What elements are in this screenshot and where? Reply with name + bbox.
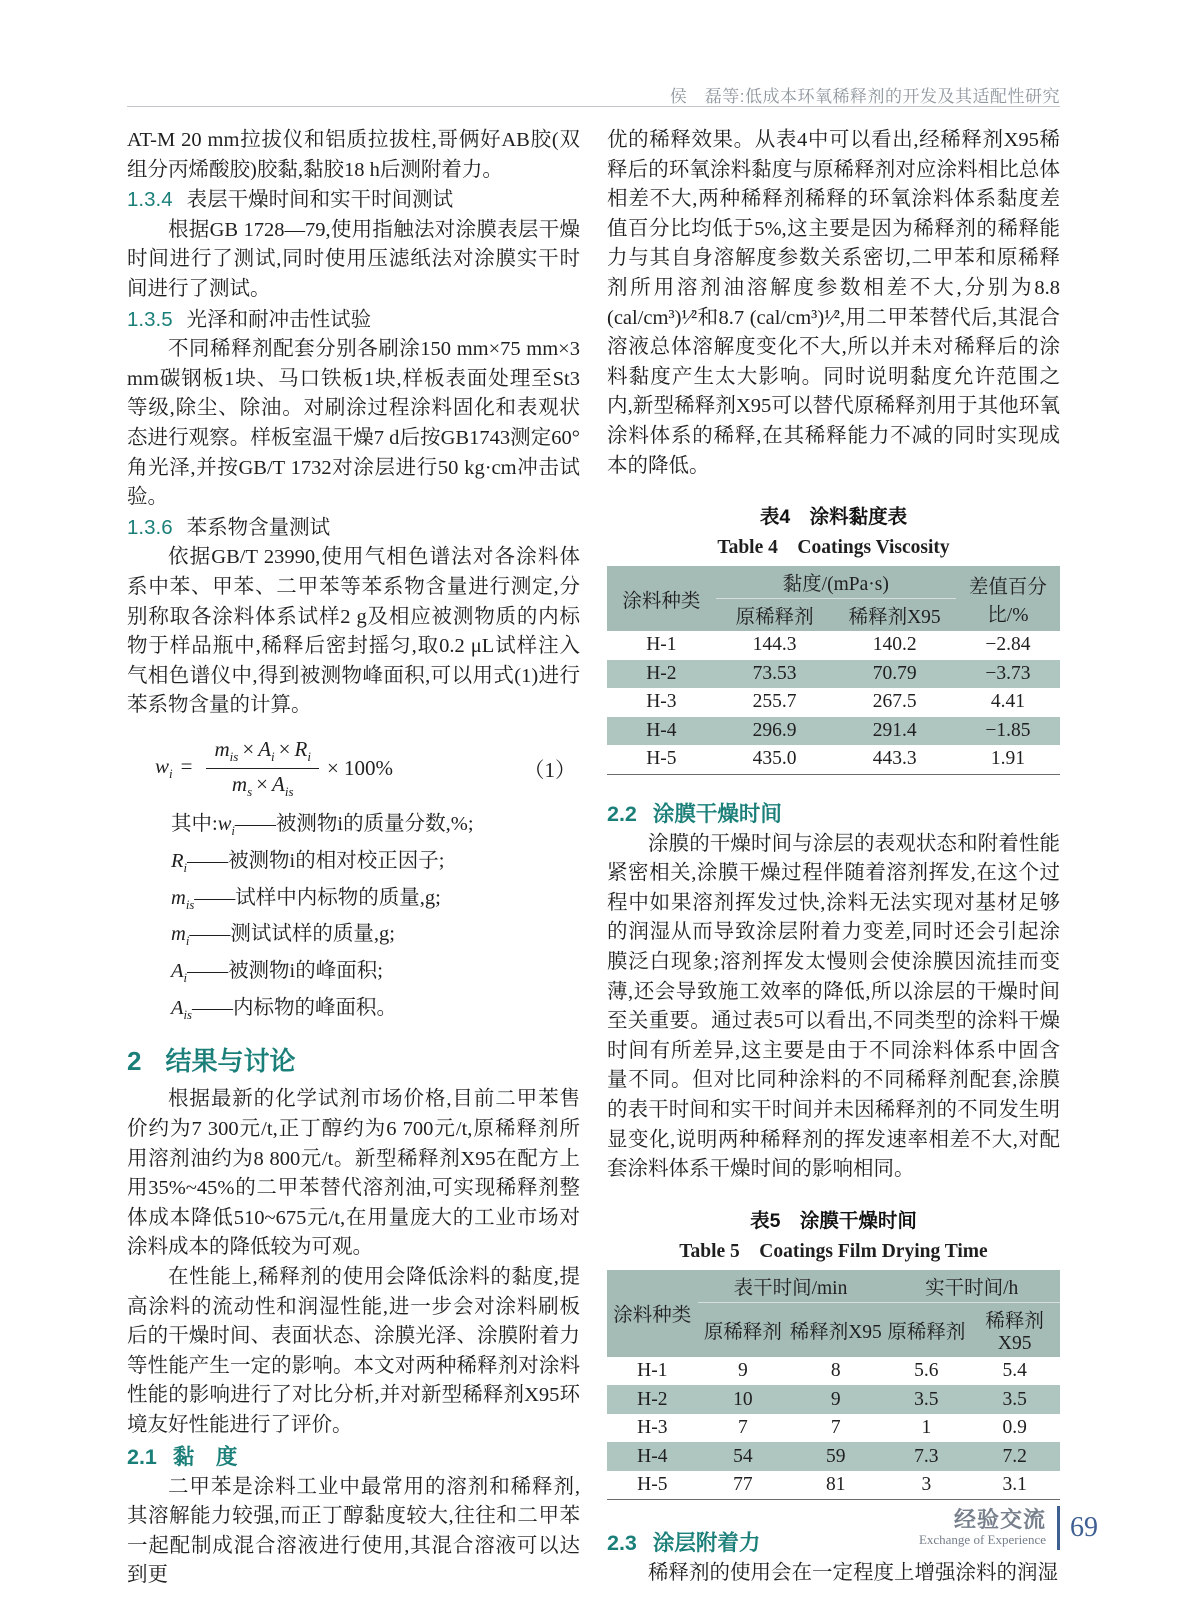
table-row [607, 631, 1060, 660]
paragraph-drying-test: 根据GB 1728—79,使用指触法对涂膜表层干燥时间进行了测试,同时使用压滤纸法对涂膜实干时间进行了测试。 [127, 218, 580, 300]
table-4-coatings-viscosity [607, 566, 1060, 775]
footer-section-en: Exchange of Experience [918, 1532, 1046, 1547]
definition-wi [127, 810, 580, 847]
definition-prefix: 其中: [171, 813, 218, 836]
heading-number: 1.3.6 [127, 515, 173, 539]
paragraph-continuation: AT-M 20 mm拉拔仪和铝质拉拔柱,哥俩好AB胶(双组分丙烯酸胶)胶黏,黏胶18 h后测附着力。 [127, 129, 580, 181]
table5-spanner-hard-dry: 实干时间/h [883, 1270, 1060, 1303]
variable-R: R [294, 736, 308, 761]
heading-text: 表层干燥时间和实干时间测试 [186, 189, 454, 212]
cell-surface-x95: 81 [826, 1474, 846, 1495]
cell-hard-orig: 3.5 [883, 1385, 969, 1414]
cell-x95: 291.4 [833, 717, 955, 746]
table4-caption-en: Table 4 Coatings Viscosity [717, 537, 950, 559]
cell-orig: 73.53 [716, 660, 834, 689]
cell-hard-x95: 0.9 [1002, 1417, 1027, 1438]
left-column [127, 126, 580, 1591]
cell-hard-x95: 3.5 [969, 1385, 1060, 1414]
paragraph-market-price: 根据最新的化学试剂市场价格,目前二甲苯售价约为7 300元/t,正丁醇约为6 700元/t,原稀释剂所用溶剂油约为8 800元/t。新型稀释剂X95在配方上用35%~45%的二甲苯替代溶剂油,可实现稀释剂整体成本降低510~675元/t,在用量庞大的工业市场对涂料成本的降低较为可观。 [127, 1088, 580, 1259]
cell-surface-x95: 8 [830, 1360, 841, 1381]
variable-w: w [155, 754, 170, 779]
table4-col-type: 涂料种类 [607, 566, 716, 631]
variable-subscript: i [185, 934, 190, 949]
cell-surface-x95: 7 [830, 1417, 841, 1438]
heading-text: 苯系物含量测试 [186, 516, 331, 539]
cell-hard-orig: 7.3 [883, 1442, 969, 1471]
heading-number: 2 [127, 1046, 142, 1077]
variable-m: m [214, 736, 230, 761]
paragraph-drying-analysis: 涂膜的干燥时间与涂层的表观状态和附着性能紧密相关,涂膜干燥过程伴随着溶剂挥发,在这个过程中如果溶剂挥发过快,涂料无法实现对基材足够的润湿从而导致涂层附着力变差,同时还会引起涂膜泛白现象;溶剂挥发太慢则会使涂膜因流挂而变薄,还会导致施工效率的降低,所以涂层的干燥时间至关重要。通过表5可以看出,不同类型的涂料干燥时间有所差异,这主要是由于不同涂料体系中固含量不同。但对比同种涂料的不同稀释剂配套,涂膜的表干时间和实干时间并未因稀释剂的不同发生明显变化,说明两种稀释剂的挥发速率相差不大,对配套涂料体系干燥时间的影响相同。 [607, 832, 1060, 1181]
cell-x95: 267.5 [872, 691, 917, 713]
cell-surface-orig: 54 [698, 1442, 789, 1471]
cell-orig: 255.7 [752, 691, 797, 713]
subscript-i: i [271, 749, 275, 765]
table4-spanner-viscosity: 黏度/(mPa·s) [716, 566, 956, 599]
cell-type: H-1 [637, 1360, 668, 1381]
heading-number: 2.3 [607, 1531, 637, 1556]
heading-2-1-viscosity [127, 1442, 580, 1472]
variable: R [171, 849, 184, 872]
heading-1-3-4 [127, 185, 580, 216]
cell-x95: 70.79 [833, 660, 955, 689]
cell-type: H-2 [607, 660, 716, 689]
equation-1 [155, 737, 580, 800]
paragraph-xylene: 二甲苯是涂料工业中最常用的溶剂和稀释剂,其溶解能力较强,而正丁醇黏度较大,往往和二甲苯一起配制成混合溶液进行使用,其混合溶液可以达到更 [127, 1475, 580, 1587]
cell-diff: −1.85 [956, 717, 1060, 746]
paragraph-adhesion: 稀释剂的使用会在一定程度上增强涂料的润湿 [648, 1562, 1058, 1585]
cell-surface-orig: 9 [738, 1360, 748, 1381]
variable: m [171, 886, 186, 909]
footer-section-zh: 经验交流 [953, 1507, 1046, 1532]
cell-orig: 296.9 [716, 717, 834, 746]
cell-hard-x95: 7.2 [969, 1442, 1060, 1471]
fraction-numerator [206, 737, 318, 769]
table-row [607, 1357, 1060, 1386]
cell-surface-orig: 7 [738, 1417, 748, 1438]
heading-results-discussion [127, 1042, 580, 1080]
heading-text: 黏 度 [172, 1444, 238, 1469]
paragraph-viscosity-analysis: 优的稀释效果。从表4中可以看出,经稀释剂X95稀释后的环氧涂料黏度与原稀释剂对应涂料相比总体相差不大,两种稀释剂稀释的环氧涂料体系黏度差值百分比均低于5%,这主要是因为稀释剂的稀释能力与其自身溶解度参数关系密切,二甲苯和原稀释剂所用溶剂油溶解度参数相差不大,分别为8.8 (cal/cm³)¹⁄²和8.7 (cal/cm³)¹⁄²,用二甲苯替代后,其混合溶液总体溶解度变化不大,所以并未对稀释后的涂料黏度产生太大影响。同时说明黏度允许范围之内,新型稀释剂X95可以替代原稀释剂用于其他环氧涂料体系的稀释,在其稀释能力不减的同时实现成本的降低。 [607, 129, 1060, 477]
cell-type: H-4 [607, 717, 716, 746]
fraction [206, 737, 318, 800]
subscript-is: is [229, 749, 239, 765]
variable-subscript: is [185, 897, 195, 912]
table-row [607, 1414, 1060, 1443]
cell-type: H-3 [646, 691, 677, 713]
cell-diff: −3.73 [956, 660, 1060, 689]
times-100-percent: × 100% [326, 756, 394, 781]
cell-surface-orig: 77 [733, 1474, 753, 1495]
times-sign: × [278, 736, 291, 761]
heading-number: 1.3.4 [127, 188, 173, 212]
cell-type: H-2 [607, 1385, 698, 1414]
cell-surface-x95: 59 [788, 1442, 883, 1471]
cell-hard-x95: 5.4 [1002, 1360, 1027, 1381]
table-row [607, 1442, 1060, 1471]
table5-subhead-x95-1: 稀释剂X95 [788, 1302, 883, 1357]
cell-type: H-5 [646, 748, 677, 770]
definition-text: ——被测物i的质量分数,%; [234, 813, 474, 836]
table-row [607, 717, 1060, 746]
table5-subhead-original-1: 原稀释剂 [698, 1302, 789, 1357]
table5-caption-en: Table 5 Coatings Film Drying Time [679, 1240, 988, 1262]
variable-A: A [258, 736, 272, 761]
table5-caption-zh: 表5 涂膜干燥时间 [750, 1209, 917, 1232]
times-sign: × [256, 772, 268, 797]
table4-caption-zh: 表4 涂料黏度表 [759, 506, 908, 529]
cell-type: H-1 [646, 634, 677, 656]
definition-Ais [127, 994, 580, 1031]
footer-divider-bar [1057, 1506, 1060, 1550]
definition-mi [127, 920, 580, 957]
variable-subscript: i [183, 971, 188, 986]
table-row [607, 1385, 1060, 1414]
definition-Ri [127, 847, 580, 884]
subscript-is: is [284, 784, 294, 800]
subscript-i: i [169, 766, 173, 782]
variable-m: m [231, 772, 248, 797]
definition-text: ——测试试样的质量,g; [189, 923, 395, 946]
variable-A: A [272, 772, 285, 797]
cell-orig: 435.0 [752, 748, 797, 770]
cell-type: H-3 [637, 1417, 668, 1438]
definition-Ai [127, 957, 580, 994]
variable-subscript: i [183, 861, 188, 876]
heading-number: 1.3.5 [127, 307, 173, 331]
paragraph-gloss-impact: 不同稀释剂配套分别各刷涂150 mm×75 mm×3 mm碳钢板1块、马口铁板1块,样板表面处理至St3等级,除尘、除油。对刷涂过程涂料固化和表观状态进行观察。样板室温干燥7 d后按GB1743测定60°角光泽,并按GB/T 1732对涂层进行50 kg·cm冲击试验。 [127, 338, 580, 509]
cell-hard-orig: 5.6 [914, 1360, 939, 1381]
equals-sign: = [180, 754, 193, 779]
table-row [607, 660, 1060, 689]
paragraph-performance: 在性能上,稀释剂的使用会降低涂料的黏度,提高涂料的流动性和润湿性能,进一步会对涂料刷板后的干燥时间、表面状态、涂膜光泽、涂膜附着力等性能产生一定的影响。本文对两种稀释剂对涂料性能的影响进行了对比分析,并对新型稀释剂X95环境友好性能进行了评价。 [127, 1265, 580, 1436]
definition-text: ——试样中内标物的质量,g; [194, 886, 441, 909]
cell-x95: 443.3 [872, 748, 917, 770]
cell-diff: 4.41 [990, 691, 1025, 713]
definition-text: ——被测物i的相对校正因子; [187, 849, 445, 872]
page-number: 69 [1070, 1512, 1098, 1543]
table5-col-type: 涂料种类 [607, 1270, 698, 1357]
cell-x95: 140.2 [872, 634, 917, 656]
definition-text: ——被测物i的峰面积; [187, 960, 383, 982]
running-head: 侯 磊等:低成本环氧稀释剂的开发及其适配性研究 [669, 87, 1060, 106]
heading-number: 2.1 [127, 1444, 157, 1469]
table5-subhead-original-2: 原稀释剂 [883, 1302, 969, 1357]
footer-section [919, 1508, 1046, 1548]
subscript-i: i [307, 749, 311, 765]
table4-subhead-original: 原稀释剂 [716, 599, 834, 632]
cell-hard-orig: 3 [921, 1474, 932, 1495]
variable: w [217, 813, 232, 836]
cell-diff: 1.91 [990, 748, 1025, 770]
cell-surface-orig: 10 [698, 1385, 789, 1414]
cell-type: H-5 [637, 1474, 668, 1495]
page-content [127, 126, 1060, 1591]
table4-header [607, 566, 1060, 631]
page-footer [919, 1506, 1098, 1550]
heading-2-2-drying-time [607, 799, 1060, 829]
heading-text: 涂层附着力 [652, 1531, 761, 1556]
heading-text: 涂膜干燥时间 [652, 801, 782, 826]
heading-number: 2.2 [607, 801, 637, 826]
table4-body [607, 631, 1060, 774]
variable-subscript: i [231, 824, 235, 839]
cell-diff: −2.84 [985, 634, 1031, 656]
definition-mis [127, 884, 580, 921]
equation-lhs [155, 754, 198, 782]
table5-body [607, 1357, 1060, 1500]
variable-subscript: is [183, 1007, 193, 1022]
paragraph-benzene-test: 依据GB/T 23990,使用气相色谱法对各涂料体系中苯、甲苯、二甲苯等苯系物含量进行测定,分别称取各涂料体系试样2 g及相应被测物质的内标物于样品瓶中,稀释后密封摇匀,取0.2 μL试样注入气相色谱仪中,得到被测物峰面积,可以用式(1)进行苯系物含量的计算。 [127, 546, 580, 717]
heading-text: 结果与讨论 [165, 1046, 296, 1077]
table5-header [607, 1270, 1060, 1357]
cell-surface-x95: 9 [788, 1385, 883, 1414]
header-rule [127, 106, 1060, 107]
table5-spanner-surface-dry: 表干时间/min [698, 1270, 884, 1303]
definition-text: ——内标物的峰面积。 [192, 996, 398, 1019]
table4-col-diff: 差值百分比/% [956, 566, 1060, 631]
equation-number: （1） [523, 757, 576, 782]
table4-subhead-x95: 稀释剂X95 [833, 599, 955, 632]
heading-text: 光泽和耐冲击性试验 [186, 308, 372, 331]
variable: A [171, 960, 184, 982]
table5-subhead-x95-2: 稀释剂X95 [969, 1302, 1060, 1357]
table-row [607, 688, 1060, 717]
heading-1-3-5 [127, 305, 580, 336]
times-sign: × [242, 736, 255, 761]
cell-orig: 144.3 [752, 634, 797, 656]
heading-1-3-6 [127, 513, 580, 544]
subscript-s: s [247, 784, 253, 800]
right-column [607, 126, 1060, 1591]
table-row [607, 745, 1060, 774]
cell-type: H-4 [607, 1442, 698, 1471]
fraction-denominator [206, 769, 318, 800]
table-row [607, 1471, 1060, 1500]
table-5-film-drying-time [607, 1270, 1060, 1501]
cell-hard-orig: 1 [921, 1417, 932, 1438]
variable: A [171, 996, 184, 1019]
cell-hard-x95: 3.1 [1002, 1474, 1027, 1495]
variable: m [171, 923, 186, 946]
